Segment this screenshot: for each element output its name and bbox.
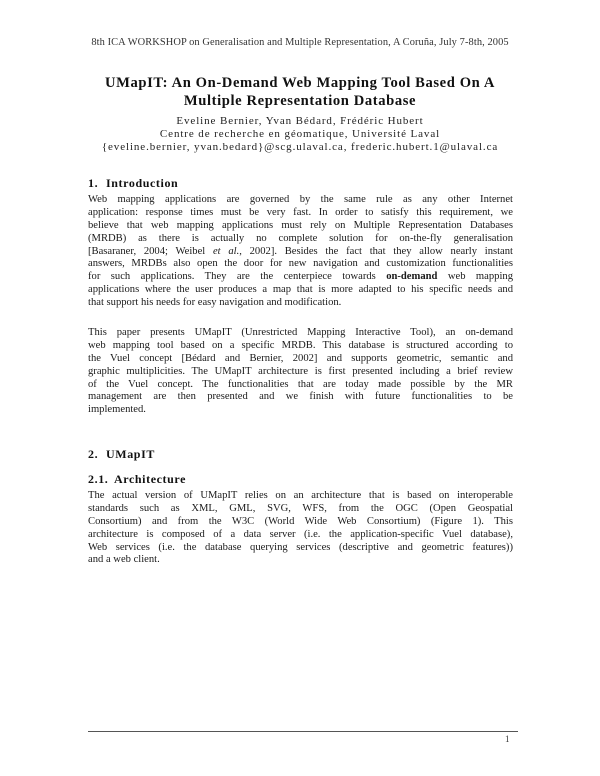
subsection-number: 2.1. (88, 472, 109, 486)
section-heading-umapit (88, 447, 155, 462)
text-line: believe that web mapping applications must rely on Multiple Representation Databases (88, 219, 513, 231)
text-line: Web services (i.e. the database querying services (descriptive and geometric features)) (88, 541, 513, 553)
text-line: of the Vuel concept. The functionalities that are today made possible by the MR (88, 378, 513, 390)
text-line: Web mapping applications are governed by the same rule as any other Internet (88, 194, 513, 205)
text-line (88, 271, 513, 284)
introduction-paragraph-1 (88, 194, 513, 310)
text-line: and a web client. (88, 554, 160, 566)
text-line: graphic multiplicities. The UMapIT architecture is first presented including a brief review (88, 365, 513, 377)
text-line: management are then presented and we finish with future functionalities to be (88, 391, 513, 403)
footer-rule (88, 731, 518, 732)
author-names: Eveline Bernier, Yvan Bédard, Frédéric Hubert (176, 115, 424, 127)
text-run: web mapping (437, 271, 513, 283)
running-header: 8th ICA WORKSHOP on Generalisation and Multiple Representation, A Coruña, July 7-8th, 2005 (91, 37, 509, 48)
text-line: the Vuel concept [Bédard and Bernier, 2002] and supports geometric, semantic and (88, 352, 513, 364)
text-line: standards such as XML, GML, SVG, WFS, from the OGC (Open Geospatial (88, 502, 513, 514)
architecture-paragraph (88, 490, 513, 567)
text-line: This paper presents UMapIT (Unrestricted Mapping Interactive Tool), an on-demand (88, 327, 513, 338)
author-affiliation: Centre de recherche en géomatique, Université Laval (159, 128, 441, 140)
paper-title (60, 74, 540, 110)
section-title: Introduction (106, 176, 179, 190)
text-line: implemented. (88, 404, 146, 416)
section-title: UMapIT (106, 447, 155, 461)
section-number: 1. (88, 176, 99, 190)
text-run: , 2002]. Besides the fact that they allow nearly instant (239, 245, 513, 257)
text-run: for such applications. They are the centerpiece towards (88, 271, 387, 283)
text-line: architecture is composed of a data server (i.e. the application-specific Vuel database), (88, 528, 513, 540)
text-line: application: response times must be very fast. In order to satisfy this requirement, we (88, 206, 513, 218)
text-line: Consortium) and from the W3C (World Wide Web Consortium) (Figure 1). This (88, 515, 513, 527)
text-run: [Basaraner, 2004; Weibel (88, 245, 213, 257)
introduction-paragraph-2 (88, 327, 513, 417)
text-line: applications where the user produces a map that is more adapted to his specific needs and (88, 284, 513, 296)
section-number: 2. (88, 447, 99, 461)
subsection-heading-architecture (88, 472, 186, 487)
title-line-2: Multiple Representation Database (183, 93, 417, 109)
author-block (40, 115, 560, 154)
text-line: that support his needs for easy navigation and modification. (88, 297, 342, 309)
page-number: 1 (505, 734, 510, 744)
text-line: The actual version of UMapIT relies on an architecture that is based on interoperable (88, 490, 513, 501)
subsection-title: Architecture (114, 472, 187, 486)
bold-text: on-demand (386, 271, 438, 283)
title-line-1: UMapIT: An On-Demand Web Mapping Tool Based On A (105, 75, 495, 91)
text-line: answers, MRDBs also open the door for new navigation and customization functionalities (88, 258, 513, 270)
text-line: web mapping tool based on a specific MRDB. This database is structured according to (88, 339, 513, 351)
section-heading-introduction (88, 176, 178, 191)
emphasis-text: et al. (212, 245, 240, 257)
text-line (88, 246, 513, 259)
text-line: (MRDB) as there is actually no complete solution for on-the-fly generalisation (88, 232, 513, 244)
author-emails: {eveline.bernier, yvan.bedard}@scg.ulaval.ca, frederic.hubert.1@ulaval.ca (101, 141, 499, 153)
